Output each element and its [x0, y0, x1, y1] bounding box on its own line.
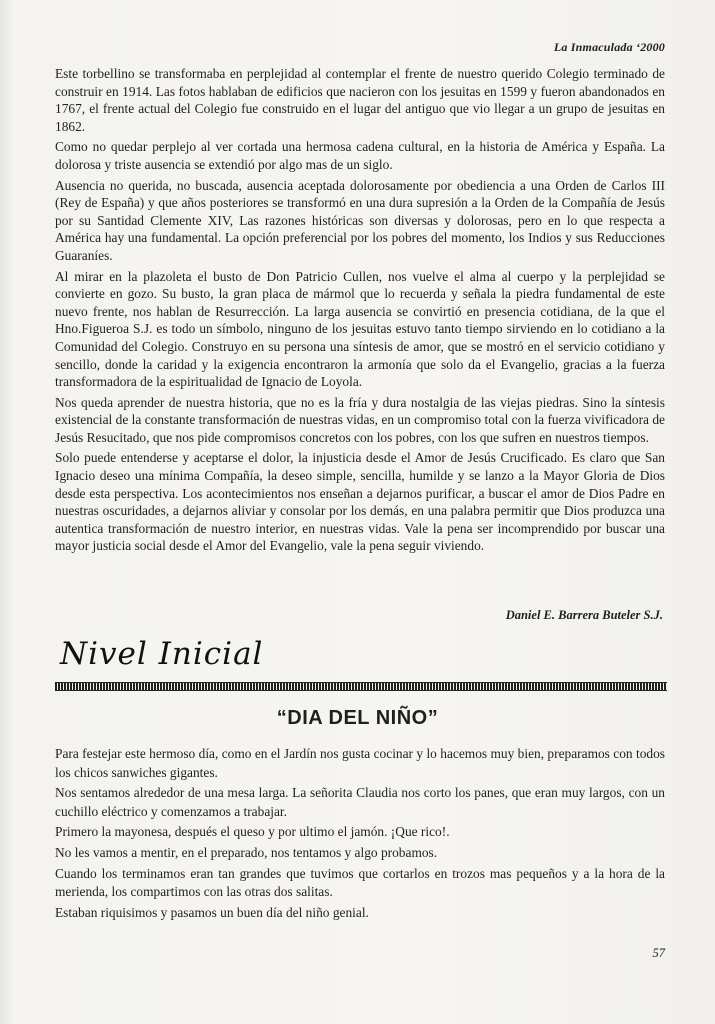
section-paragraph: Para festejar este hermoso día, como en el Jardín nos gusta cocinar y lo hacemos muy bien, preparamos con todos los chicos sanwiches gigantes.: [55, 746, 665, 780]
section-paragraph: No les vamos a mentir, en el preparado, nos tentamos y algo probamos.: [55, 844, 438, 860]
section-title: Nivel Inicial: [60, 636, 264, 672]
running-head: La Inmaculada ‘2000: [553, 40, 665, 54]
section-paragraph: Nos sentamos alrededor de una mesa larga. La señorita Claudia nos corto los panes, que eran muy largos, con un cuchillo eléctrico y comenzamos a trabajar.: [55, 785, 665, 819]
article-paragraph: Como no quedar perplejo al ver cortada una hermosa cadena cultural, en la historia de América y España. La dolorosa y triste ausencia se extendió por algo mas de un siglo.: [55, 139, 665, 172]
article-paragraph: Ausencia no querida, no buscada, ausencia aceptada dolorosamente por obediencia a una Orden de Carlos III (Rey de España) y que años posteriores se transformó en una dura supresión a la Orden de la Compañía de Jesús por su Santidad Clemente XIV, Las razones históricas son diversas y dolorosas, pero en lo que respecta a América hay una fundamental. La opción preferencial por los pobres del momento, los Indios y sus Reducciones Guaraníes.: [55, 177, 665, 263]
section-subtitle: “DIA DEL NIÑO”: [276, 707, 439, 729]
article-paragraph: Este torbellino se transformaba en perplejidad al contemplar el frente de nuestro querido Colegio terminado de construir en 1914. Las fotos hablaban de edificios que nacieron con los jesuitas en 1599 y fueron abandonados en 1767, el frente actual del Colegio fue construido en el lugar del antiguo que vio llegar a un grupo de jesuitas en 1862.: [55, 66, 665, 134]
author-signature: Daniel E. Barrera Buteler S.J.: [505, 608, 663, 622]
section-paragraph: Primero la mayonesa, después el queso y por ultimo el jamón. ¡Que rico!.: [55, 824, 450, 840]
section-paragraph: Estaban riquisimos y pasamos un buen día del niño genial.: [55, 904, 369, 920]
article-paragraph: Al mirar en la plazoleta el busto de Don Patricio Cullen, nos vuelve el alma al cuerpo y la perplejidad se convierte en gozo. Su busto, la gran placa de mármol que lo recuerda y señala la piedra fundamental de este nuevo frente, nos hablan de Resurrección. La larga ausencia se convirtió en presencia cotidiana, de la que el Hno.Figueroa S.J. es todo un símbolo, ninguno de los jesuitas estuvo tanto tiempo sirviendo en lo cotidiano a la Comunidad del Colegio. Construyo en su persona una síntesis de amor, que se mostró en el servicio cotidiano y sencillo, donde la caridad y la exigencia encontraron la armonía que solo da el Evangelio, gracias a la fuerza transformadora de la espiritualidad de Ignacio de Loyola.: [55, 268, 665, 390]
article-body: [55, 65, 665, 558]
article-paragraph: Nos queda aprender de nuestra historia, que no es la fría y dura nostalgia de las viejas piedras. Sino la síntesis existencial de la constante transformación de nuestras vidas, en un compromiso total con la fuerza vivificadora de Jesús Resucitado, que nos pide compromisos concretos con los pobres, con los que sufren en nuestros tiempos.: [55, 394, 665, 445]
article-paragraph: Solo puede entenderse y aceptarse el dolor, la injusticia desde el Amor de Jesús Crucificado. Es claro que San Ignacio deseo una mínima Compañía, la deseo simple, sencilla, humilde y se lanzo a la Mayor Gloria de Dios desde esta perspectiva. Los acontecimientos nos enseñan a dejarnos purificar, a buscar el amor de Dios Padre en nuestras oscuridades, a dejarnos aliviar y consolar por los demás, en una palabra permitir que Dios produzca una autentica transformación de nuestro interior, en nuestras vidas. Vale la pena ser incomprendido por buscar una mayor justicia social desde el Amor del Evangelio, vale la pena seguir viviendo.: [55, 450, 665, 554]
page-number: 57: [652, 946, 665, 960]
section-paragraph: Cuando los terminamos eran tan grandes que tuvimos que cortarlos en trozos mas pequeños y a la hora de la merienda, los compartimos con las otras dos salitas.: [55, 865, 665, 900]
section-divider: [55, 682, 667, 691]
section-body: [55, 745, 665, 924]
